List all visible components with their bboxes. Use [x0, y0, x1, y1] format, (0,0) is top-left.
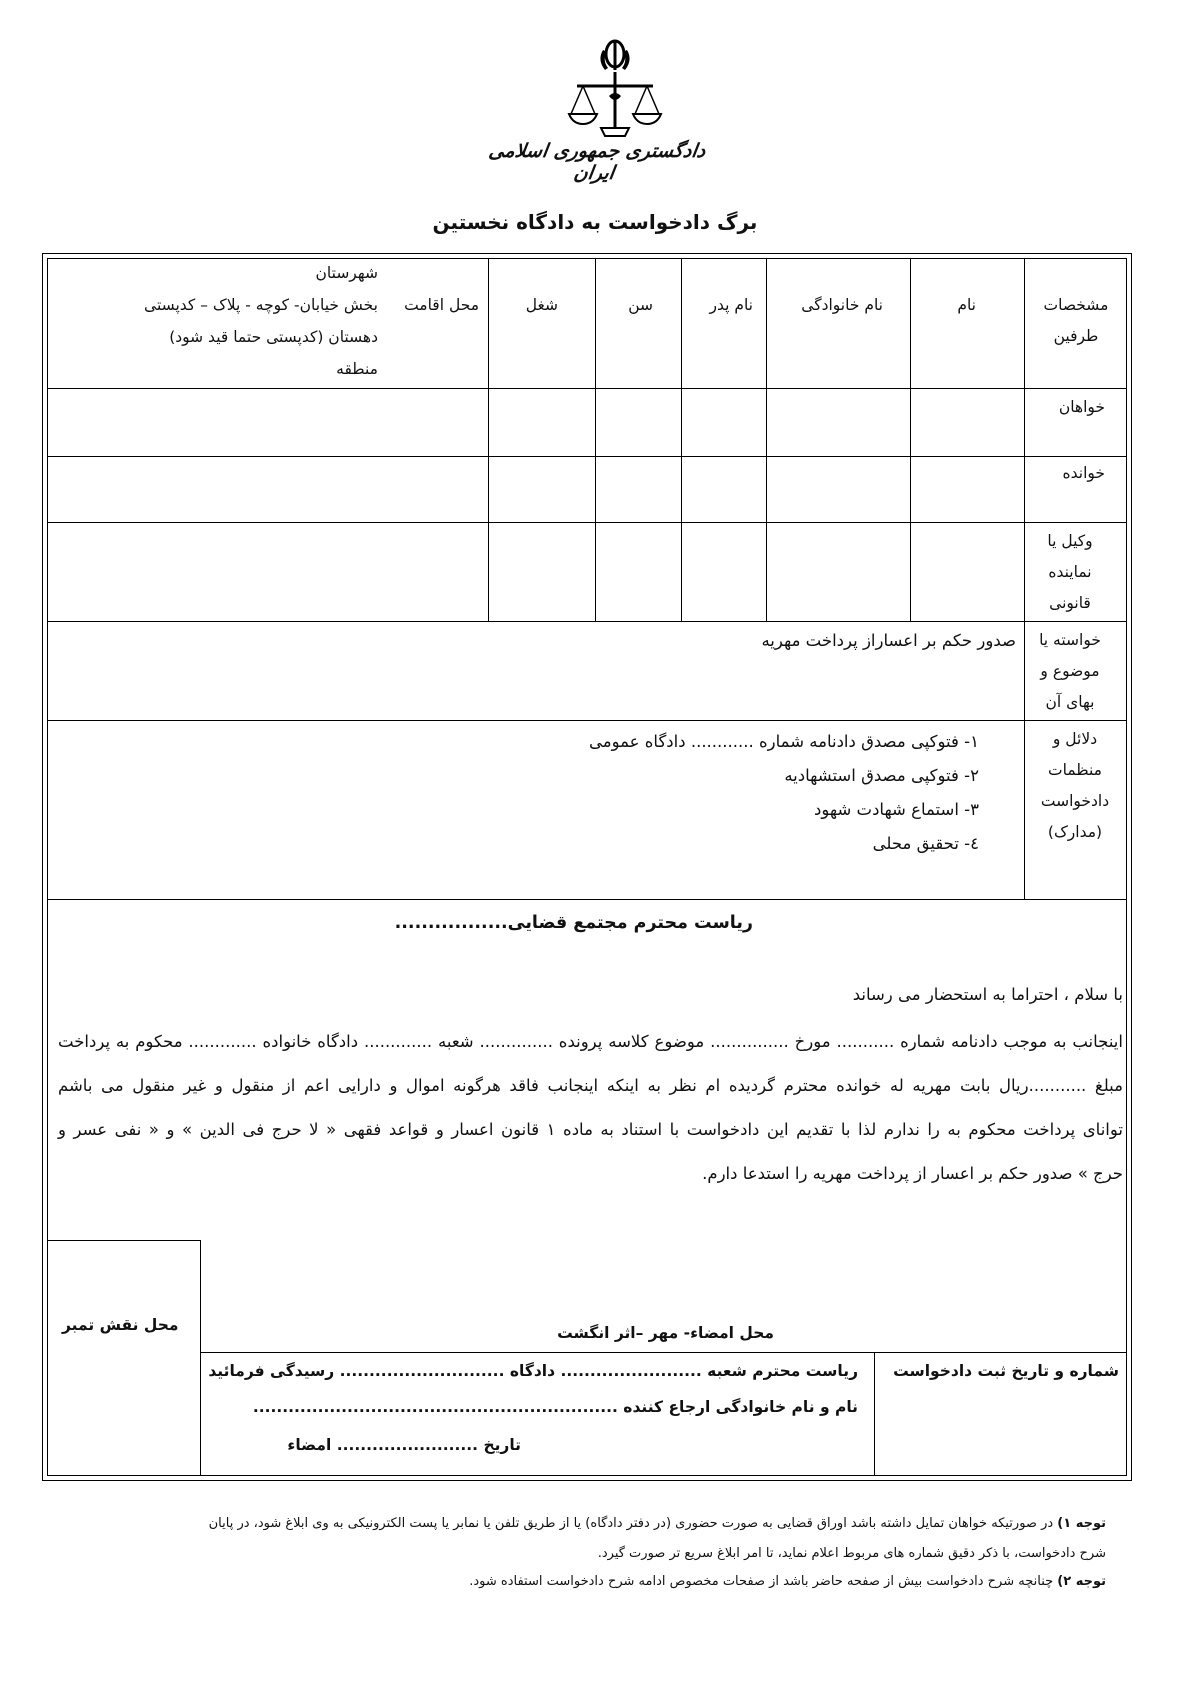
addressee: ریاست محترم مجتمع قضایی.................: [394, 913, 753, 933]
body-line: توانای پرداخت محکوم به را ندارم لذا با تقدیم این دادخواست با استناد به ماده ١ قانون اعسار و قواعد فقهی « لا حرج فی الدین » و « نفی عسر و: [58, 1120, 1123, 1139]
referral-line-2: نام و نام خانوادگی ارجاع کننده ..............................................................: [252, 1398, 858, 1416]
divider: [488, 258, 489, 622]
evidence-label: دلائل و منظمات دادخواست (مدارک): [1040, 730, 1110, 841]
referral-line-3: تاریخ ........................ امضاء: [287, 1436, 521, 1454]
claim-value: صدور حکم بر اعساراز پرداخت مهریه: [761, 631, 1016, 650]
column-age: سن: [628, 296, 653, 314]
column-first-name: نام: [957, 296, 976, 314]
divider: [681, 258, 682, 622]
signature-place-label: محل امضاء- مهر –اثر انگشت: [557, 1324, 774, 1342]
registration-label: شماره و تاریخ ثبت دادخواست: [893, 1362, 1119, 1380]
divider: [874, 1352, 875, 1476]
divider: [766, 258, 767, 622]
divider: [47, 456, 1127, 457]
divider: [47, 388, 1127, 389]
divider: [910, 258, 911, 622]
referral-line-1: ریاست محترم شعبه ........................ دادگاه ............................ رسیدگی فرمائید: [208, 1362, 858, 1380]
divider: [200, 1240, 201, 1476]
body-line: اینجانب به موجب دادنامه شماره ........... مورخ ............... موضوع کلاسه پرونده .............. شعبه ............. دادگاه خانواده ............. محکوم به پرداخت: [58, 1032, 1123, 1051]
column-last-name: نام خانوادگی: [801, 296, 883, 314]
evidence-item: ٣- استماع شهادت شهود: [813, 800, 979, 819]
row-defendant: خوانده: [1062, 464, 1105, 482]
note-1-label: توجه ١): [1057, 1516, 1106, 1531]
parties-head-label: [1026, 290, 1126, 352]
claim-label: خواسته یا موضوع و بهای آن: [1039, 631, 1101, 711]
parties-head-text: مشخصات طرفین: [1043, 296, 1109, 345]
body-line: حرج » صدور حکم بر اعسار از پرداخت مهریه را استدعا دارم.: [702, 1164, 1123, 1183]
divider: [47, 720, 1127, 721]
divider: [595, 258, 596, 622]
column-residence: محل اقامت: [404, 296, 479, 314]
note-2-line-1: چنانچه شرح دادخواست بیش از صفحه حاضر باشد از صفحات مخصوص ادامه شرح دادخواست استفاده شود.: [469, 1574, 1054, 1589]
body-line: مبلغ ...........ریال بابت مهریه له خوانده محترم گردیده ام نظر به اینکه اینجانب فاقد هرگونه اموال و دارایی اعم از منقول و غیر منقول می باشم: [58, 1076, 1123, 1095]
note-1: [209, 1510, 1106, 1538]
evidence-item: ١- فتوکپی مصدق دادنامه شماره ............ دادگاه عمومی: [589, 732, 979, 751]
form-title: برگ دادخواست به دادگاه نخستین: [432, 210, 758, 234]
residence-line-2: بخش خیابان- کوچه - پلاک – کدپستی: [144, 296, 378, 314]
note-1-line-2: شرح دادخواست، با ذکر دقیق شماره های مربوط اعلام نماید، تا امر ابلاغ سریع تر صورت گیرد.: [597, 1546, 1106, 1561]
residence-line-1: شهرستان: [315, 264, 378, 282]
note-1-line-1: در صورتیکه خواهان تمایل داشته باشد اوراق قضایی به صورت حضوری (در دفتر دادگاه) یا از طریق تلفن یا نمابر یا پست الکترونیکی به وی ابلاغ شود، در پایان: [208, 1516, 1054, 1531]
stamp-area-label: محل نقش تمبر: [62, 1316, 179, 1334]
iran-judiciary-emblem-icon: [565, 36, 665, 144]
form-frame-inner: [47, 258, 1127, 1476]
residence-line-3: دهستان (کدپستی حتما قید شود): [169, 328, 378, 346]
divider: [47, 621, 1127, 622]
divider: [47, 899, 1127, 900]
divider: [200, 1352, 1127, 1353]
divider: [47, 522, 1127, 523]
row-legal-representative: وکیل یا نماینده قانونی: [1047, 532, 1093, 612]
greeting: با سلام ، احتراما به استحضار می رساند: [852, 985, 1123, 1004]
residence-line-4: منطقه: [336, 360, 378, 378]
column-occupation: شغل: [525, 296, 558, 314]
column-father-name: نام پدر: [709, 296, 753, 314]
evidence-item: ٢- فتوکپی مصدق استشهادیه: [784, 766, 979, 785]
divider: [47, 1240, 201, 1241]
judiciary-logo-text: دادگستری جمهوری اسلامی ایران: [487, 140, 707, 184]
evidence-item: ٤- تحقیق محلی: [872, 834, 979, 853]
divider: [1024, 258, 1025, 899]
note-2: [469, 1568, 1106, 1596]
note-2-label: توجه ٢): [1057, 1574, 1106, 1589]
row-plaintiff: خواهان: [1058, 398, 1105, 416]
